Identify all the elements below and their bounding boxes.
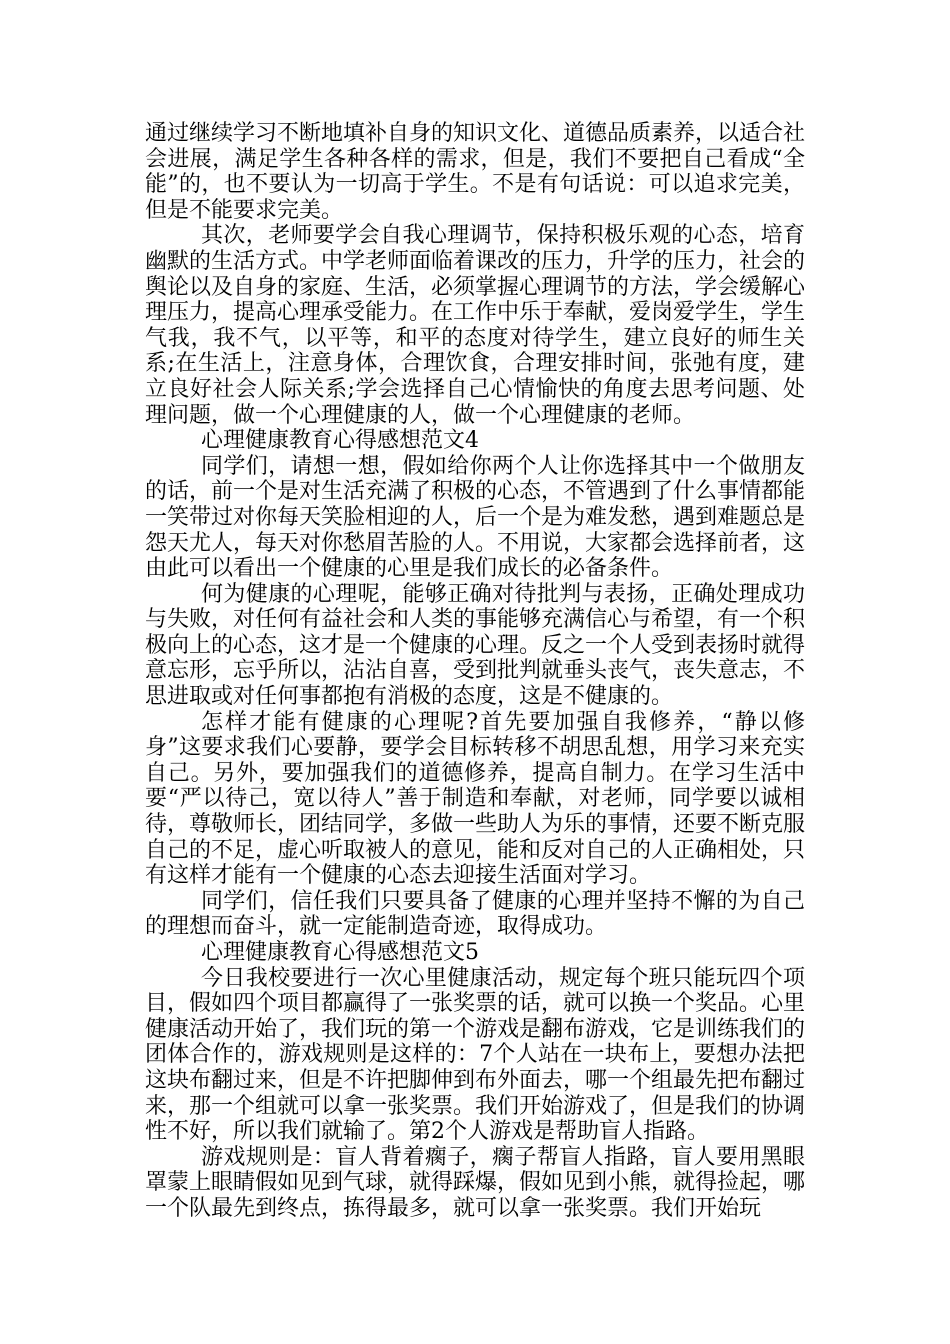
- paragraph: 游戏规则是：盲人背着瘸子，瘸子帮盲人指路，盲人要用黑眼罩蒙上眼睛假如见到气球，就得踩爆，假如见到小熊，就得捡起，哪一个队最先到终点，拣得最多，就可以拿一张奖票。我们开始玩: [145, 1144, 806, 1221]
- paragraph: 今日我校要进行一次心里健康活动，规定每个班只能玩四个项目，假如四个项目都赢得了一张奖票的话，就可以换一个奖品。心里健康活动开始了，我们玩的第一个游戏是翻布游戏，它是训练我们的团体合作的，游戏规则是这样的：7个人站在一块布上，要想办法把这块布翻过来，但是不许把脚伸到布外面去，哪一个组最先把布翻过来，那一个组就可以拿一张奖票。我们开始游戏了，但是我们的协调性不好，所以我们就输了。第2个人游戏是帮助盲人指路。: [145, 965, 806, 1145]
- document-body: [145, 121, 805, 1222]
- paragraph: 怎样才能有健康的心理呢?首先要加强自我修养，“静以修身”这要求我们心要静，要学会目标转移不胡思乱想，用学习来充实自己。另外，要加强我们的道德修养，提高自制力。在学习生活中要“严以待己，宽以待人”善于制造和奉献，对老师，同学要以诚相待，尊敬师长，团结同学，多做一些助人为乐的事情，还要不断克服自己的不足，虚心听取被人的意见，能和反对自己的人正确相处，只有这样才能有一个健康的心态去迎接生活面对学习。: [145, 709, 806, 889]
- paragraph: 何为健康的心理呢，能够正确对待批判与表扬，正确处理成功与失败，对任何有益社会和人类的事能够充满信心与希望，有一个积极向上的心态，这才是一个健康的心理。反之一个人受到表扬时就得意忘形，忘乎所以，沾沾自喜，受到批判就垂头丧气，丧失意志，不思进取或对任何事都抱有消极的态度，这是不健康的。: [145, 581, 806, 710]
- section-heading: 心理健康教育心得感想范文5: [201, 940, 479, 965]
- paragraph: 其次，老师要学会自我心理调节，保持积极乐观的心态，培育幽默的生活方式。中学老师面临着课改的压力，升学的压力，社会的舆论以及自身的家庭、生活，必须掌握心理调节的方法，学会缓解心理压力，提高心理承受能力。在工作中乐于奉献，爱岗爱学生，学生气我，我不气，以平等，和平的态度对待学生，建立良好的师生关系;在生活上，注意身体，合理饮食，合理安排时间，张弛有度，建立良好社会人际关系;学会选择自己心情愉快的角度去思考问题、处理问题，做一个心理健康的人，做一个心理健康的老师。: [145, 223, 806, 428]
- paragraph: 同学们，信任我们只要具备了健康的心理并坚持不懈的为自己的理想而奋斗，就一定能制造奇迹，取得成功。: [145, 888, 805, 940]
- paragraph: 同学们，请想一想，假如给你两个人让你选择其中一个做朋友的话，前一个是对生活充满了积极的心态，不管遇到了什么事情都能一笑带过对你每天笑脸相迎的人，后一个是为难发愁，遇到难题总是怨天尤人，每天对你愁眉苦脸的人。不用说，大家都会选择前者，这由此可以看出一个健康的心里是我们成长的必备条件。: [145, 453, 806, 582]
- section-heading: 心理健康教育心得感想范文4: [201, 428, 479, 454]
- paragraph: 通过继续学习不断地填补自身的知识文化、道德品质素养，以适合社会进展，满足学生各种各样的需求，但是，我们不要把自己看成“全能”的，也不要认为一切高于学生。不是有句话说：可以追求完美，但是不能要求完美。: [145, 121, 806, 223]
